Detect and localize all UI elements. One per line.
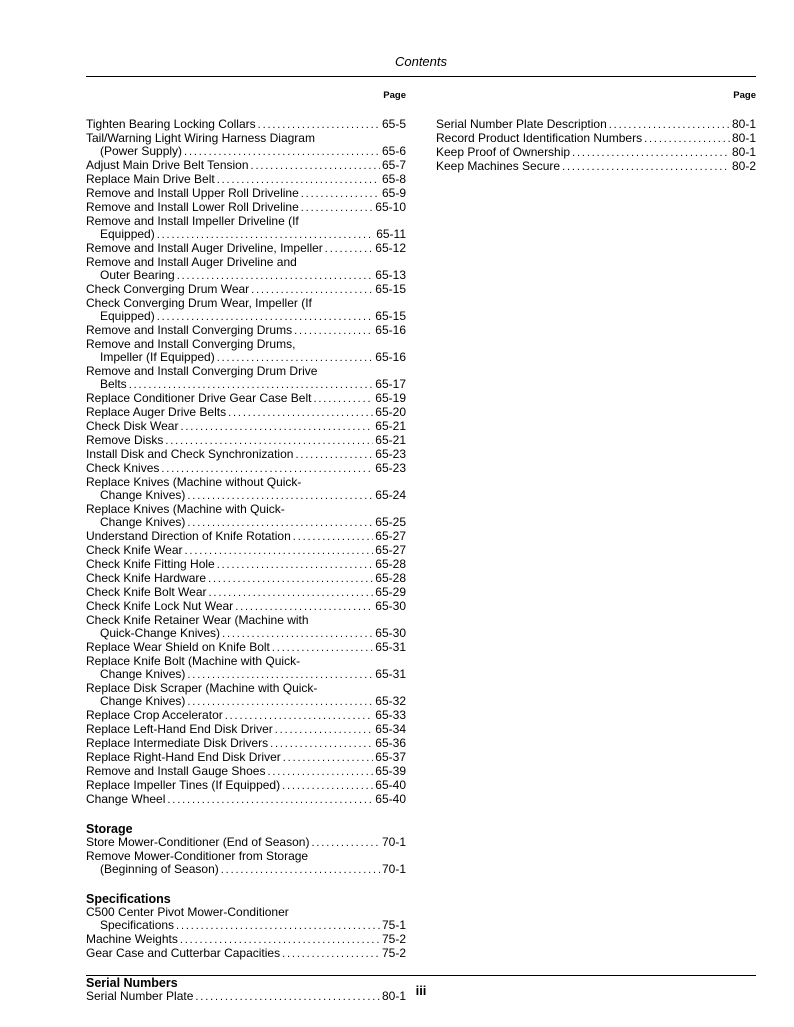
toc-entry-title: Check Knife Wear — [86, 543, 183, 557]
toc-entry-title: Replace Right-Hand End Disk Driver — [86, 750, 281, 764]
toc-entry[interactable] — [86, 709, 406, 723]
toc-entry-title: Impeller (If Equipped) — [100, 350, 215, 364]
toc-entry-title: Tighten Bearing Locking Collars — [86, 117, 256, 131]
toc-entry[interactable] — [86, 544, 406, 558]
toc-entry-page: 65-15 — [375, 309, 406, 323]
toc-entry[interactable] — [86, 118, 406, 132]
toc-entry[interactable] — [86, 462, 406, 476]
toc-entry-title: (Beginning of Season) — [100, 862, 219, 876]
toc-entry-page: 80-2 — [731, 159, 756, 173]
dot-leader — [187, 668, 373, 682]
toc-entry-page: 65-39 — [375, 764, 406, 778]
toc-entry-title: Change Knives) — [100, 694, 186, 708]
toc-entry-page: 80-1 — [731, 117, 756, 131]
toc-entry-page: 65-24 — [375, 488, 406, 502]
toc-entry-page: 80-1 — [731, 131, 756, 145]
toc-entry[interactable] — [86, 159, 406, 173]
toc-entry[interactable] — [86, 655, 406, 682]
toc-entry-page: 65-27 — [375, 543, 406, 557]
toc-entry-title: Check Knife Lock Nut Wear — [86, 599, 234, 613]
toc-entry-title: Replace Wear Shield on Knife Bolt — [86, 640, 270, 654]
toc-entry[interactable] — [86, 406, 406, 420]
toc-entry-title: Check Knife Bolt Wear — [86, 585, 207, 599]
page-column-header: Page — [733, 90, 756, 101]
toc-entry-page: 65-30 — [375, 599, 406, 613]
dot-leader — [217, 558, 374, 572]
toc-entry[interactable] — [86, 751, 406, 765]
dot-leader — [293, 530, 374, 544]
toc-entry[interactable] — [86, 947, 406, 961]
toc-entry-page: 70-1 — [381, 835, 406, 849]
dot-leader — [187, 695, 373, 709]
toc-entry-title: Belts — [100, 377, 127, 391]
toc-entry-title: Tail/Warning Light Wiring Harness Diagram — [86, 131, 315, 145]
toc-entry-page: 80-1 — [731, 145, 756, 159]
toc-entry-page: 65-31 — [375, 640, 406, 654]
dot-leader — [167, 793, 373, 807]
dot-leader — [222, 627, 373, 641]
toc-entry[interactable] — [86, 420, 406, 434]
dot-leader — [282, 779, 373, 793]
toc-entry-page: 65-40 — [375, 792, 406, 806]
toc-entry-title: Check Knife Fitting Hole — [86, 557, 215, 571]
dot-leader — [221, 863, 380, 877]
toc-list — [86, 118, 406, 807]
toc-entry[interactable] — [86, 283, 406, 297]
toc-entry-page: 65-31 — [375, 667, 406, 681]
toc-entry[interactable] — [86, 641, 406, 655]
toc-entry-page: 75-2 — [381, 946, 406, 960]
toc-entry-title: C500 Center Pivot Mower-Conditioner — [86, 905, 289, 919]
toc-entry-title: Remove Mower-Conditioner from Storage — [86, 849, 309, 863]
dot-leader — [313, 392, 373, 406]
toc-entry[interactable] — [86, 586, 406, 600]
toc-entry-title: Check Disk Wear — [86, 419, 179, 433]
toc-entry-title: Remove and Install Converging Drums — [86, 323, 293, 337]
toc-entry[interactable] — [86, 324, 406, 338]
toc-entry-title: Serial Number Plate — [86, 989, 194, 1003]
toc-entry-title: Gear Case and Cutterbar Capacities — [86, 946, 281, 960]
toc-entry[interactable] — [86, 614, 406, 641]
toc-entry-title: Replace Left-Hand End Disk Driver — [86, 722, 273, 736]
toc-entry[interactable] — [86, 448, 406, 462]
dot-leader — [161, 462, 373, 476]
toc-entry-page: 65-40 — [375, 778, 406, 792]
toc-entry-title: Keep Machines Secure — [436, 159, 561, 173]
section-heading: Storage — [86, 822, 133, 836]
toc-entry-page: 65-25 — [375, 515, 406, 529]
toc-entry[interactable] — [86, 338, 406, 365]
header-rule — [86, 76, 756, 77]
toc-entry[interactable] — [86, 737, 406, 751]
toc-entry-title: Record Product Identification Numbers — [436, 131, 643, 145]
dot-leader — [180, 420, 373, 434]
dot-leader — [325, 242, 374, 256]
toc-sections — [86, 822, 406, 1004]
toc-entry-page: 80-1 — [381, 989, 406, 1003]
dot-leader — [251, 283, 373, 297]
toc-entry-title: Remove and Install Converging Drums, — [86, 337, 296, 351]
dot-leader — [177, 269, 374, 283]
toc-entry-page: 65-20 — [375, 405, 406, 419]
toc-entry-title: Store Mower-Conditioner (End of Season) — [86, 835, 310, 849]
toc-entry-title: Remove and Install Lower Roll Driveline — [86, 200, 299, 214]
toc-entry-title: Replace Intermediate Disk Drivers — [86, 736, 269, 750]
toc-entry-page: 65-5 — [381, 117, 406, 131]
dot-leader — [217, 173, 380, 187]
toc-entry-title: Replace Knives (Machine with Quick- — [86, 502, 285, 516]
toc-entry[interactable] — [436, 160, 756, 174]
dot-leader — [294, 324, 373, 338]
toc-entry-page: 65-23 — [375, 461, 406, 475]
toc-entry-title: Remove and Install Upper Roll Driveline — [86, 186, 299, 200]
toc-entry-title: Equipped) — [100, 309, 155, 323]
dot-leader — [270, 737, 373, 751]
dot-leader — [311, 836, 380, 850]
toc-entry-page: 65-34 — [375, 722, 406, 736]
toc-entry-title: Machine Weights — [86, 932, 178, 946]
toc-entry-title: Check Knives — [86, 461, 160, 475]
toc-section — [86, 892, 406, 961]
toc-entry-title: Check Converging Drum Wear — [86, 282, 250, 296]
toc-entry[interactable] — [86, 215, 406, 242]
toc-entry[interactable] — [86, 297, 406, 324]
toc-entry-title: Check Knife Hardware — [86, 571, 207, 585]
dot-leader — [187, 489, 373, 503]
dot-leader — [185, 544, 374, 558]
dot-leader — [228, 406, 373, 420]
toc-entry-page: 65-32 — [375, 694, 406, 708]
toc-entry-title: Quick-Change Knives) — [100, 626, 221, 640]
toc-entry[interactable] — [86, 173, 406, 187]
dot-leader — [609, 118, 730, 132]
toc-entry-title: Replace Knife Bolt (Machine with Quick- — [86, 654, 301, 668]
toc-entry[interactable] — [86, 779, 406, 793]
toc-entry-title: Remove Disks — [86, 433, 164, 447]
toc-entry-title: Remove and Install Converging Drum Drive — [86, 364, 318, 378]
toc-entry[interactable] — [86, 558, 406, 572]
toc-entry-page: 65-6 — [381, 144, 406, 158]
toc-entry[interactable] — [86, 530, 406, 544]
toc-entry[interactable] — [86, 906, 406, 933]
toc-entry[interactable] — [436, 132, 756, 146]
toc-entry-page: 65-13 — [375, 268, 406, 282]
dot-leader — [235, 600, 373, 614]
dot-leader — [129, 378, 374, 392]
dot-leader — [301, 187, 380, 201]
toc-entry[interactable] — [86, 242, 406, 256]
toc-entry-title: Install Disk and Check Synchronization — [86, 447, 294, 461]
toc-entry-title: Replace Conditioner Drive Gear Case Belt — [86, 391, 312, 405]
toc-entry[interactable] — [86, 201, 406, 215]
toc-list — [436, 118, 756, 174]
dot-leader — [217, 351, 374, 365]
dot-leader — [301, 201, 374, 215]
toc-entry[interactable] — [86, 365, 406, 392]
toc-entry-page: 75-2 — [381, 932, 406, 946]
toc-entry-title: Equipped) — [100, 227, 155, 241]
toc-entry-page: 65-28 — [375, 557, 406, 571]
toc-entry-page: 65-8 — [381, 172, 406, 186]
dot-leader — [272, 641, 373, 655]
page-column-header: Page — [383, 90, 406, 101]
toc-entry-page: 75-1 — [381, 918, 406, 932]
toc-entry[interactable] — [86, 187, 406, 201]
page-number: iii — [415, 983, 427, 998]
toc-right-column — [436, 90, 756, 174]
dot-leader — [208, 572, 373, 586]
dot-leader — [295, 448, 373, 462]
dot-leader — [562, 160, 730, 174]
toc-entry[interactable] — [86, 836, 406, 850]
toc-entry-page: 65-28 — [375, 571, 406, 585]
toc-entry-page: 65-12 — [375, 241, 406, 255]
dot-leader — [176, 919, 380, 933]
toc-entry-page: 65-23 — [375, 447, 406, 461]
toc-entry[interactable] — [86, 503, 406, 530]
toc-entry-title: Remove and Install Auger Driveline, Impeller — [86, 241, 323, 255]
dot-leader — [187, 516, 373, 530]
toc-entry-page: 65-19 — [375, 391, 406, 405]
dot-leader — [572, 146, 730, 160]
toc-entry[interactable] — [86, 572, 406, 586]
toc-entry-title: Replace Auger Drive Belts — [86, 405, 227, 419]
toc-entry-page: 65-16 — [375, 323, 406, 337]
toc-entry[interactable] — [86, 850, 406, 877]
toc-entry[interactable] — [436, 146, 756, 160]
toc-entry-page: 65-17 — [375, 377, 406, 391]
dot-leader — [267, 765, 373, 779]
toc-entry-page: 65-21 — [375, 419, 406, 433]
toc-entry-page: 65-33 — [375, 708, 406, 722]
toc-entry[interactable] — [86, 765, 406, 779]
toc-entry-title: Check Converging Drum Wear, Impeller (If — [86, 296, 312, 310]
dot-leader — [225, 709, 374, 723]
toc-section — [86, 822, 406, 877]
toc-entry-title: Change Wheel — [86, 792, 166, 806]
toc-entry-page: 65-29 — [375, 585, 406, 599]
section-heading: Specifications — [86, 892, 171, 906]
footer-rule — [86, 975, 756, 976]
toc-entry-title: Remove and Install Impeller Driveline (If — [86, 214, 299, 228]
toc-entry-page: 65-21 — [375, 433, 406, 447]
toc-entry-page: 65-27 — [375, 529, 406, 543]
toc-entry-page: 65-36 — [375, 736, 406, 750]
toc-entry-title: (Power Supply) — [100, 144, 183, 158]
toc-entry-page: 70-1 — [381, 862, 406, 876]
toc-entry[interactable] — [86, 682, 406, 709]
toc-entry-page: 65-15 — [375, 282, 406, 296]
toc-entry-page: 65-10 — [375, 200, 406, 214]
toc-left-column — [86, 90, 406, 1004]
page-title: Contents — [394, 54, 448, 69]
toc-entry[interactable] — [436, 118, 756, 132]
toc-entry[interactable] — [86, 793, 406, 807]
dot-leader — [258, 118, 380, 132]
dot-leader — [275, 723, 374, 737]
dot-leader — [180, 933, 380, 947]
toc-entry-title: Replace Disk Scraper (Machine with Quick- — [86, 681, 318, 695]
toc-entry-page: 65-7 — [381, 158, 406, 172]
toc-entry-title: Adjust Main Drive Belt Tension — [86, 158, 249, 172]
toc-entry[interactable] — [86, 256, 406, 283]
section-heading: Serial Numbers — [86, 976, 178, 990]
toc-entry-title: Remove and Install Gauge Shoes — [86, 764, 266, 778]
toc-entry-title: Keep Proof of Ownership — [436, 145, 571, 159]
dot-leader — [282, 947, 380, 961]
toc-entry[interactable] — [86, 723, 406, 737]
toc-entry-page: 65-30 — [375, 626, 406, 640]
dot-leader — [251, 159, 380, 173]
toc-entry[interactable] — [86, 476, 406, 503]
toc-entry-page: 65-16 — [375, 350, 406, 364]
dot-leader — [209, 586, 374, 600]
dot-leader — [283, 751, 374, 765]
dot-leader — [184, 145, 380, 159]
toc-entry-title: Change Knives) — [100, 667, 186, 681]
dot-leader — [165, 434, 373, 448]
toc-entry-title: Remove and Install Auger Driveline and — [86, 255, 297, 269]
toc-entry[interactable] — [86, 392, 406, 406]
toc-entry-title: Check Knife Retainer Wear (Machine with — [86, 613, 309, 627]
toc-entry-page: 65-11 — [376, 227, 406, 241]
toc-entry-title: Change Knives) — [100, 488, 186, 502]
toc-entry-page: 65-37 — [375, 750, 406, 764]
toc-entry-title: Specifications — [100, 918, 175, 932]
toc-entry-title: Serial Number Plate Description — [436, 117, 607, 131]
toc-entry-title: Outer Bearing — [100, 268, 175, 282]
toc-entry-title: Replace Main Drive Belt — [86, 172, 215, 186]
toc-entry[interactable] — [86, 600, 406, 614]
toc-entry[interactable] — [86, 434, 406, 448]
dot-leader — [644, 132, 730, 146]
dot-leader — [157, 310, 374, 324]
toc-entry[interactable] — [86, 132, 406, 159]
toc-entry-title: Understand Direction of Knife Rotation — [86, 529, 291, 543]
toc-entry-title: Replace Impeller Tines (If Equipped) — [86, 778, 281, 792]
dot-leader — [157, 228, 374, 242]
toc-entry-title: Replace Knives (Machine without Quick- — [86, 475, 302, 489]
toc-entry[interactable] — [86, 933, 406, 947]
toc-entry-title: Replace Crop Accelerator — [86, 708, 223, 722]
toc-entry-page: 65-9 — [381, 186, 406, 200]
toc-entry-title: Change Knives) — [100, 515, 186, 529]
